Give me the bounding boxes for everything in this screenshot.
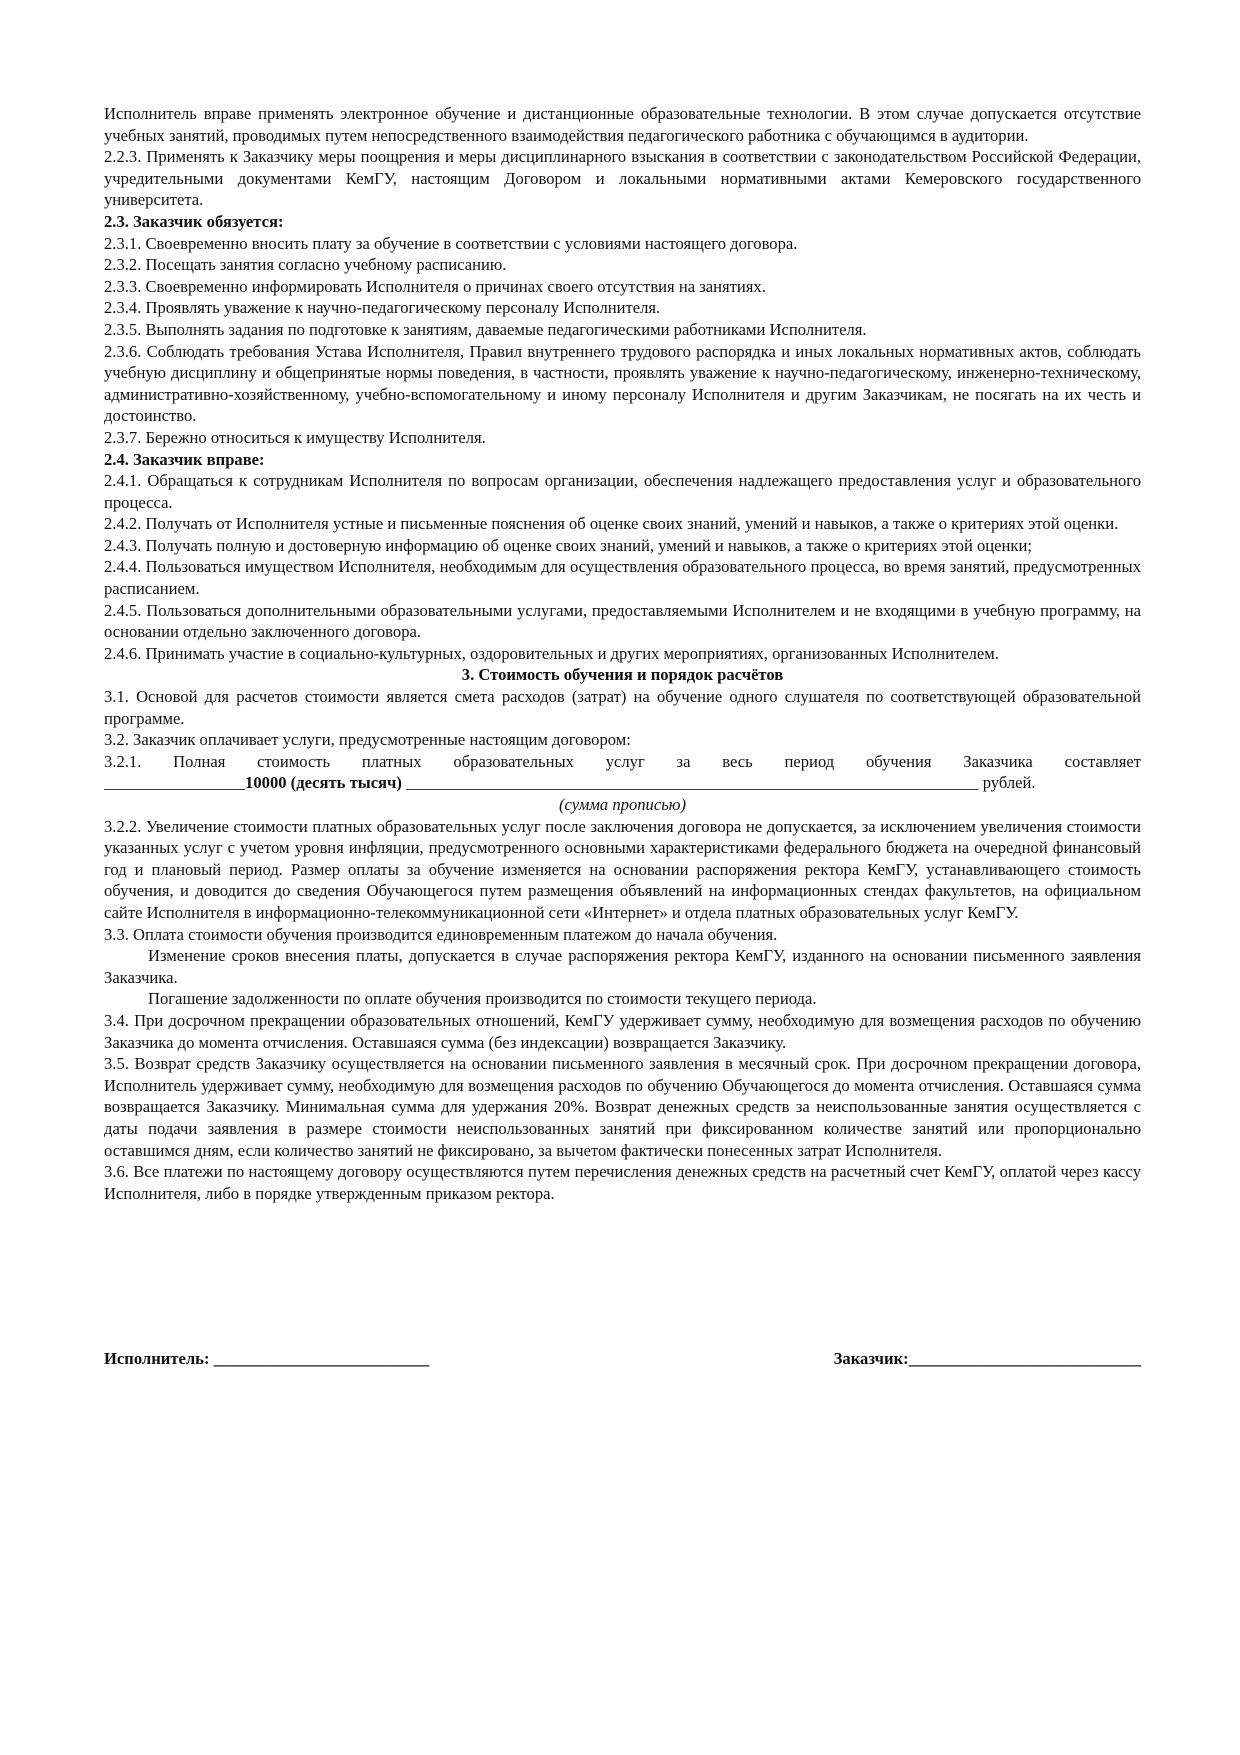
sum-suffix-blank: _____________________________________________________________________ рублей.: [406, 773, 1036, 793]
sum-prefix-blank: _________________: [104, 773, 246, 793]
paragraph-3-3-debt: Погашение задолженности по оплате обучения производится по стоимости текущего периода.: [148, 989, 817, 1009]
paragraph-2-3-2: 2.3.2. Посещать занятия согласно учебному расписанию.: [104, 255, 507, 275]
paragraph-2-4-3: 2.4.3. Получать полную и достоверную информацию об оценке своих знаний, умений и навыков, а также о критериях этой оценки;: [104, 535, 1032, 555]
paragraph-2-3-6: 2.3.6. Соблюдать требования Устава Исполнителя, Правил внутреннего трудового распорядка и иных локальных нормативных актов, соблюдать учебную дисциплину и общепринятые нормы поведения, в частности, проявлять уважение к научно-педагогическому, инженерно-техническому, административно-хозяйственному, учебно-вспомогательному и иному персоналу Исполнителя и другим Заказчикам, не посягать на их честь и достоинство.: [104, 341, 1141, 426]
paragraph-3-5: 3.5. Возврат средств Заказчику осуществляется на основании письменного заявления в месячный срок. При досрочном прекращении договора, Исполнитель удерживает сумму, необходимую для возмещения расходов по обучению Обучающегося до момента отчисления. Оставшаяся сумма возвращается Заказчику. Минимальная сумма для удержания 20%. Возврат денежных средств за неиспользованные занятия осуществляется с даты подачи заявления в размере стоимости неиспользованных занятий при фиксированном количестве занятий или пропорционально оставшимся дням, если количество занятий не фиксировано, за вычетом фактически понесенных затрат Исполнителя.: [104, 1054, 1141, 1160]
contract-text: [104, 103, 1141, 1204]
executor-signature: Исполнитель: __________________________: [104, 1349, 430, 1368]
paragraph-2-4-1: 2.4.1. Обращаться к сотрудникам Исполнителя по вопросам организации, обеспечения надлежащего предоставления услуг и образовательного процесса.: [104, 471, 1141, 512]
paragraph-3-3: 3.3. Оплата стоимости обучения производится единовременным платежом до начала обучения.: [104, 924, 778, 944]
heading-2-3: 2.3. Заказчик обязуется:: [104, 211, 284, 231]
section-3-title: 3. Стоимость обучения и порядок расчётов: [461, 665, 784, 685]
paragraph-3-6: 3.6. Все платежи по настоящему договору осуществляются путем перечисления денежных средств на расчетный счет КемГУ, оплатой через кассу Исполнителя, либо в порядке утвержденным приказом ректора.: [104, 1162, 1141, 1203]
paragraph-2-4-5: 2.4.5. Пользоваться дополнительными образовательными услугами, предоставляемыми Исполнителем и не входящими в учебную программу, на основании отдельно заключенного договора.: [104, 600, 1141, 642]
paragraph-2-3-3: 2.3.3. Своевременно информировать Исполнителя о причинах своего отсутствия на занятиях.: [104, 276, 766, 296]
sum-caption: (сумма прописью): [559, 795, 686, 814]
paragraph-2-3-7: 2.3.7. Бережно относиться к имуществу Исполнителя.: [104, 427, 486, 447]
paragraph-3-1: 3.1. Основой для расчетов стоимости является смета расходов (затрат) на обучение одного слушателя по соответствующей образовательной программе.: [104, 687, 1141, 728]
paragraph-2-3-5: 2.3.5. Выполнять задания по подготовке к занятиям, даваемые педагогическими работниками Исполнителя.: [104, 319, 867, 339]
paragraph-2-3-1: 2.3.1. Своевременно вносить плату за обучение в соответствии с условиями настоящего договора.: [104, 233, 798, 253]
sum-line: [104, 772, 1141, 794]
paragraph-3-2-2: 3.2.2. Увеличение стоимости платных образовательных услуг после заключения договора не допускается, за исключением увеличения стоимости указанных услуг с учетом уровня инфляции, предусмотренного основными характеристиками федерального бюджета на очередной финансовый год и плановый период. Размер оплаты за обучение изменяется на основании распоряжения ректора КемГУ, устанавливающего стоимость обучения, и доводится до сведения Обучающегося путем размещения объявлений на информационных стендах факультетов, на официальном сайте Исполнителя в информационно-телекоммуникационной сети «Интернет» и отдела платных образовательных услуг КемГУ.: [104, 816, 1141, 922]
paragraph-2-4-2: 2.4.2. Получать от Исполнителя устные и письменные пояснения об оценке своих знаний, умений и навыков, а также о критериях этой оценки.: [104, 514, 1119, 534]
paragraph-2-4-6: 2.4.6. Принимать участие в социально-культурных, оздоровительных и других мероприятиях, организованных Исполнителем.: [104, 643, 999, 663]
paragraph-remote-learning: Исполнитель вправе применять электронное обучение и дистанционные образовательные технологии. В этом случае допускается отсутствие учебных занятий, проводимых путем непосредственного взаимодействия педагогического работника с обучающимся в аудитории.: [104, 104, 1141, 145]
customer-signature: Заказчик:____________________________: [833, 1349, 1141, 1368]
heading-2-4: 2.4. Заказчик вправе:: [104, 449, 265, 469]
paragraph-2-3-4: 2.3.4. Проявлять уважение к научно-педагогическому персоналу Исполнителя.: [104, 298, 661, 318]
paragraph-2-2-3: 2.2.3. Применять к Заказчику меры поощрения и меры дисциплинарного взыскания в соответствии с законодательством Российской Федерации, учредительными документами КемГУ, настоящим Договором и локальными нормативными актами Кемеровского государственного университета.: [104, 147, 1141, 210]
paragraph-3-4: 3.4. При досрочном прекращении образовательных отношений, КемГУ удерживает сумму, необходимую для возмещения расходов по обучению Заказчика до момента отчисления. Оставшаяся сумма (без индексации) возвращается Заказчику.: [104, 1010, 1141, 1052]
paragraph-3-2: 3.2. Заказчик оплачивает услуги, предусмотренные настоящим договором:: [104, 730, 631, 750]
paragraph-3-2-1: 3.2.1. Полная стоимость платных образовательных услуг за весь период обучения Заказчика составляет: [104, 751, 1141, 771]
paragraph-2-4-4: 2.4.4. Пользоваться имуществом Исполнителя, необходимым для осуществления образовательного процесса, во время занятий, предусмотренных расписанием.: [104, 557, 1141, 599]
sum-amount: 10000 (десять тысяч): [245, 773, 402, 793]
paragraph-3-3-terms-change: Изменение сроков внесения платы, допускается в случае распоряжения ректора КемГУ, изданного на основании письменного заявления Заказчика.: [104, 946, 1141, 987]
